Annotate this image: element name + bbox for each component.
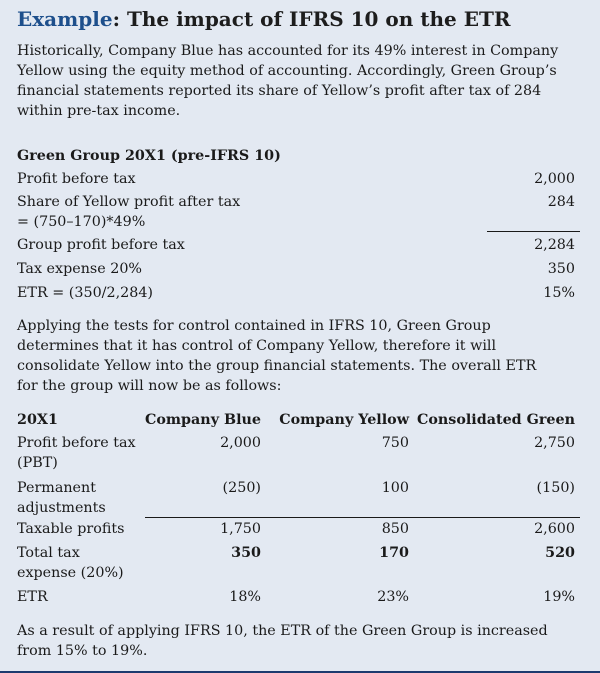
middle-line: consolidate Yellow into the group financial statements. The overall ETR (17, 358, 537, 374)
intro-line: Yellow using the equity method of accounting. Accordingly, Green Group’s (17, 63, 557, 79)
cell-yellow: 750 (381, 435, 409, 451)
cell-green: 19% (543, 589, 575, 605)
cell-yellow: 850 (381, 521, 409, 537)
middle-line: determines that it has control of Company Yellow, therefore it will (17, 338, 497, 354)
conclusion-line: As a result of applying IFRS 10, the ETR of the Green Group is increased (17, 623, 548, 639)
cell-green: 2,600 (534, 521, 575, 537)
middle-paragraph (17, 316, 587, 396)
table-row-label: Permanent (17, 480, 96, 496)
middle-line: Applying the tests for control contained in IFRS 10, Green Group (17, 318, 491, 334)
table-header-yellow: Company Yellow (279, 412, 409, 428)
example-box: Example: The impact of IFRS 10 on the ETR Historically, Company Blue has accounted for its 49% interest in Company Yellow using the equity method of accounting. Accordingly, Green Group’s financial statements reported its share of Yellow’s profit after tax of 284 within pre-tax income. Green Group 20X1 (pre-IFRS 10) Profit before tax 2,000 Share of Yellow profit after tax 284 = (750–170)*49% Group profit before tax 2,284 Tax expense 20% 350 ETR = (350/2,284) 15% Applying the tests for control contained in IFRS 10, Green Group determines that it has control of Company Yellow, therefore it will consolidate Yellow into the group financial statements. The overall ETR for the group will now be as follows: 20X1 Company Blue Company Yellow Consolidated Green Profit before tax (PBT) 2,000 750 2,750 Permanent adjustments (250) 100 (150) Taxable profits 1,750 850 2,600 Total tax expense (20%) 350 170 520 ETR 18% 23% 19% As a result of applying IFRS 10, the ETR of the Green Group is increased from 15% to 19%. (0, 0, 600, 673)
pre-row-share-of-yellow: Share of Yellow profit after tax 284 = (750–170)*49% (17, 194, 575, 230)
conclusion-paragraph (17, 621, 587, 661)
example-label: Example (17, 7, 113, 31)
table-row-label: adjustments (17, 500, 106, 516)
example-title (17, 7, 511, 31)
table-subtotal-rule (145, 517, 580, 518)
cell-green: (150) (536, 480, 575, 496)
table-header-blue: Company Blue (145, 412, 261, 428)
table-row-label: Total tax (17, 545, 80, 561)
subtotal-rule (487, 231, 580, 232)
conclusion-line: from 15% to 19%. (17, 643, 148, 659)
intro-line: within pre-tax income. (17, 103, 181, 119)
table-row-label: Profit before tax (17, 435, 136, 451)
table-row-label: expense (20%) (17, 565, 124, 581)
cell-yellow: 23% (377, 589, 409, 605)
intro-paragraph (17, 41, 587, 121)
table-row-label: ETR (17, 589, 48, 605)
example-title-text: : The impact of IFRS 10 on the ETR (112, 7, 511, 31)
cell-blue: (250) (222, 480, 261, 496)
cell-green: 2,750 (534, 435, 575, 451)
table-row-label: Taxable profits (17, 521, 125, 537)
intro-line: Historically, Company Blue has accounted for its 49% interest in Company (17, 43, 559, 59)
intro-line: financial statements reported its share of Yellow’s profit after tax of 284 (17, 83, 542, 99)
table-row-label: (PBT) (17, 455, 58, 471)
middle-line: for the group will now be as follows: (17, 378, 282, 394)
table-header-green: Consolidated Green (416, 412, 575, 428)
cell-yellow: 100 (381, 480, 409, 496)
cell-blue: 2,000 (220, 435, 261, 451)
pre-row-formula: = (750–170)*49% (17, 214, 146, 230)
cell-blue: 18% (229, 589, 261, 605)
cell-blue: 1,750 (220, 521, 261, 537)
cell-blue: 350 (231, 545, 261, 561)
cell-green: 520 (545, 545, 575, 561)
table-header-year: 20X1 (17, 412, 58, 428)
cell-yellow: 170 (379, 545, 409, 561)
